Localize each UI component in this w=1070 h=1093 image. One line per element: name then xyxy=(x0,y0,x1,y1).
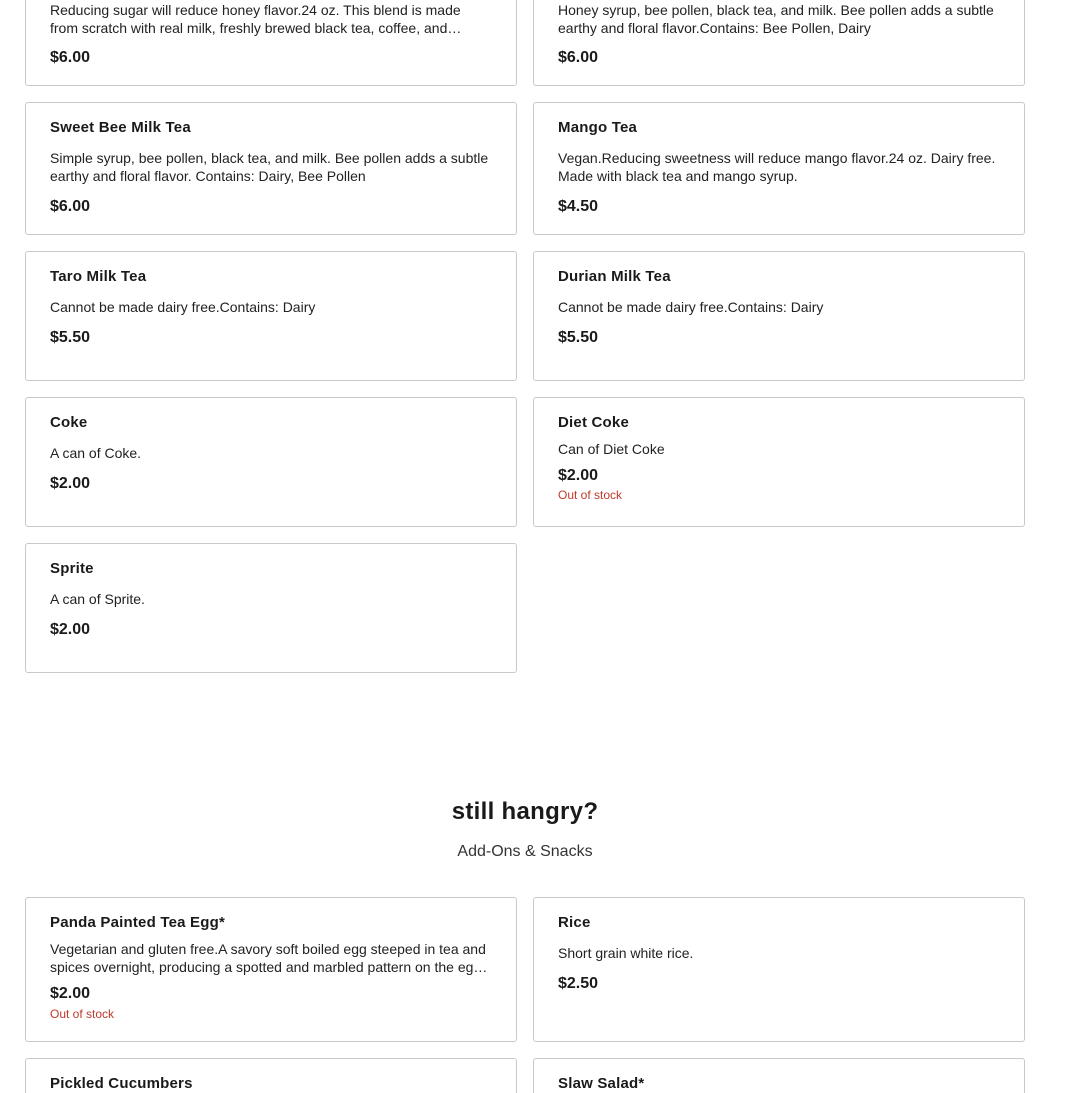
menu-item-name: Coke xyxy=(50,414,88,431)
menu-item-description: Can of Diet Coke xyxy=(558,441,665,457)
menu-item-name: Sweet Bee Milk Tea xyxy=(50,119,191,136)
menu-item-name: Taro Milk Tea xyxy=(50,268,147,285)
menu-item-name: Rice xyxy=(558,914,591,931)
menu-item-name: Diet Coke xyxy=(558,414,629,431)
menu-item-name: Panda Painted Tea Egg* xyxy=(50,914,225,931)
menu-item-price: $6.00 xyxy=(50,49,91,66)
out-of-stock-label: Out of stock xyxy=(558,488,623,502)
menu-item-name: Slaw Salad* xyxy=(558,1075,645,1092)
menu-item-price: $6.00 xyxy=(558,49,599,66)
menu-item-description: Honey syrup, bee pollen, black tea, and milk. Bee pollen adds a subtle earthy and floral flavor.Contains: Bee Pollen, Dairy xyxy=(558,2,994,36)
menu-item-card-honey-milk-tea[interactable] xyxy=(25,0,517,86)
menu-item-name: Durian Milk Tea xyxy=(558,268,671,285)
menu-item-price: $2.00 xyxy=(50,985,91,1002)
menu-item-price: $2.50 xyxy=(558,975,599,992)
menu-item-description: Short grain white rice. xyxy=(558,945,694,961)
menu-item-price: $2.00 xyxy=(50,475,91,492)
menu-item-price: $2.00 xyxy=(558,467,599,484)
menu-item-description: A can of Sprite. xyxy=(50,591,145,607)
menu-item-card-sweet-bee-milk-tea[interactable] xyxy=(25,102,517,235)
out-of-stock-label: Out of stock xyxy=(50,1007,115,1021)
menu-item-card-taro-milk-tea[interactable] xyxy=(25,251,517,381)
menu-item-card-diet-coke[interactable] xyxy=(533,397,1025,527)
menu-item-price: $4.50 xyxy=(558,198,599,215)
menu-item-card-honey-bee-milk-tea[interactable] xyxy=(533,0,1025,86)
menu-item-card-sprite[interactable] xyxy=(25,543,517,673)
menu-item-price: $2.00 xyxy=(50,621,91,638)
menu-item-description: Vegan.Reducing sweetness will reduce mango flavor.24 oz. Dairy free. Made with black tea and mango syrup. xyxy=(558,150,996,184)
menu-item-description: Cannot be made dairy free.Contains: Dairy xyxy=(558,299,824,315)
menu-item-card-slaw-salad[interactable] xyxy=(533,1058,1025,1093)
menu-item-card-coke[interactable] xyxy=(25,397,517,527)
menu-item-name: Pickled Cucumbers xyxy=(50,1075,193,1092)
menu-item-description: A can of Coke. xyxy=(50,445,142,461)
menu-item-price: $5.50 xyxy=(50,329,91,346)
section-title: still hangry? xyxy=(451,798,599,825)
menu-item-name: Mango Tea xyxy=(558,119,638,136)
menu-item-description: Simple syrup, bee pollen, black tea, and milk. Bee pollen adds a subtle earthy and floral flavor. Contains: Dairy, Bee Pollen xyxy=(50,150,489,184)
menu-item-name: Sprite xyxy=(50,560,94,577)
menu-item-card-tea-egg[interactable] xyxy=(25,897,517,1042)
menu-item-description: Reducing sugar will reduce honey flavor.24 oz. This blend is made from scratch with real milk, freshly brewed black tea, coffee, and xyxy=(50,2,461,36)
menu-item-price: $6.00 xyxy=(50,198,91,215)
menu-item-description: Cannot be made dairy free.Contains: Dairy xyxy=(50,299,316,315)
menu-item-description: Vegetarian and gluten free.A savory soft boiled egg steeped in tea and spices overnight, producing a spotted and marbled pattern on the egg xyxy=(50,941,486,975)
menu-item-card-mango-tea[interactable] xyxy=(533,102,1025,235)
menu-item-card-durian-milk-tea[interactable] xyxy=(533,251,1025,381)
section-subtitle: Add-Ons & Snacks xyxy=(457,843,593,860)
menu-item-card-pickled-cucumbers[interactable] xyxy=(25,1058,517,1093)
menu-item-card-rice[interactable] xyxy=(533,897,1025,1042)
menu-item-price: $5.50 xyxy=(558,329,599,346)
